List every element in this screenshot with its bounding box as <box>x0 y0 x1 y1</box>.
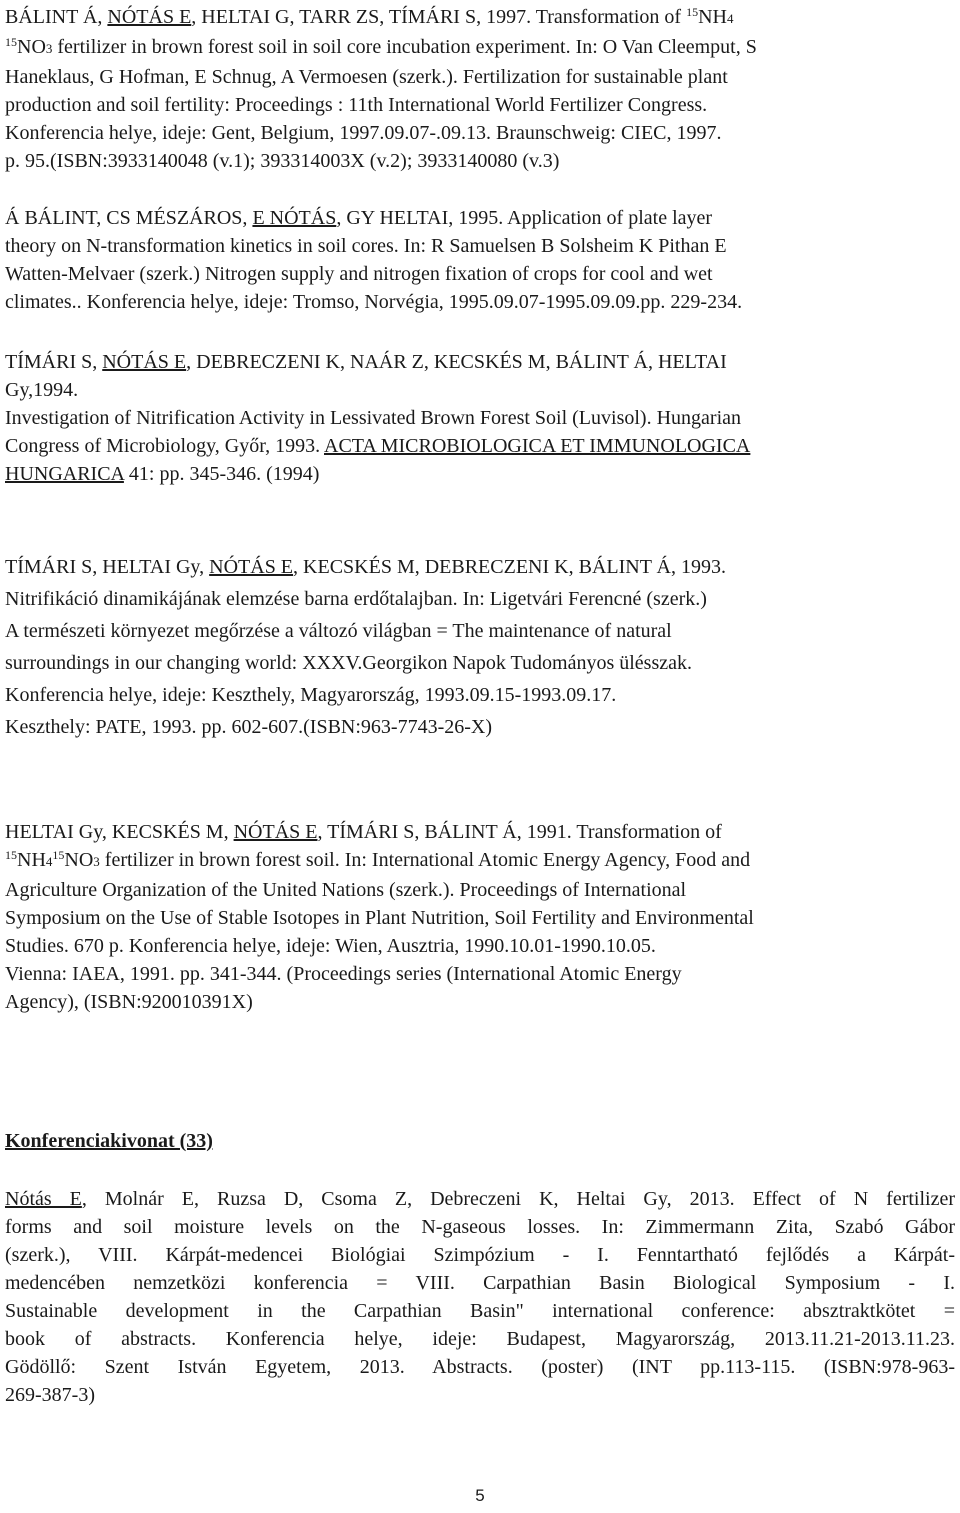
reference-line: Studies. 670 p. Konferencia helye, ideje: Wien, Ausztria, 1990.10.01-1990.10.05. <box>5 935 656 957</box>
underlined-text: NÓTÁS E <box>102 351 187 373</box>
reference-line: Konferencia helye, ideje: Keszthely, Magyarország, 1993.09.15-1993.09.17. <box>5 684 617 706</box>
underlined-text: NÓTÁS E <box>209 556 294 578</box>
subscript: 3 <box>45 41 53 56</box>
reference-line: Investigation of Nitrification Activity in Lessivated Brown Forest Soil (Luvisol). Hungarian <box>5 407 741 429</box>
reference-line: Watten-Melvaer (szerk.) Nitrogen supply and nitrogen fixation of crops for cool and wet <box>5 263 713 285</box>
underlined-text: NÓTÁS E <box>233 821 318 843</box>
page-number: 5 <box>475 1486 485 1505</box>
reference-line: Symposium on the Use of Stable Isotopes in Plant Nutrition, Soil Fertility and Environmental <box>5 907 754 929</box>
reference-line: TÍMÁRI S, HELTAI Gy, NÓTÁS E, KECSKÉS M, DEBRECZENI K, BÁLINT Á, 1993. <box>5 556 726 578</box>
reference-line: Haneklaus, G Hofman, E Schnug, A Vermoesen (szerk.). Fertilization for sustainable plant <box>5 66 728 88</box>
reference-line: Congress of Microbiology, Győr, 1993. ACTA MICROBIOLOGICA ET IMMUNOLOGICA <box>5 435 751 457</box>
reference-entry-3 <box>5 348 955 488</box>
reference-line: Gy,1994. <box>5 379 79 401</box>
reference-line: medencében nemzetközi konferencia = VIII. Carpathian Basin Biological Symposium - I. <box>5 1272 955 1294</box>
reference-entry-6 <box>5 1185 955 1409</box>
reference-line: HUNGARICA 41: pp. 345-346. (1994) <box>5 463 320 485</box>
reference-line: HELTAI Gy, KECSKÉS M, NÓTÁS E, TÍMÁRI S, BÁLINT Á, 1991. Transformation of <box>5 821 722 843</box>
reference-line: Konferencia helye, ideje: Gent, Belgium, 1997.09.07-.09.13. Braunschweig: CIEC, 1997. <box>5 122 722 144</box>
superscript: 15 <box>5 35 17 49</box>
reference-line: climates.. Konferencia helye, ideje: Tromso, Norvégia, 1995.09.07-1995.09.09.pp. 229-234. <box>5 291 743 313</box>
subscript: 4 <box>45 854 53 869</box>
subscript: 4 <box>726 11 734 26</box>
underlined-text: Nótás E <box>5 1188 82 1210</box>
reference-line: Keszthely: PATE, 1993. pp. 602-607.(ISBN:963-7743-26-X) <box>5 716 493 738</box>
reference-line: Agency), (ISBN:920010391X) <box>5 991 253 1013</box>
reference-line: $^{15}NH4^{15}NO3$ fertilizer in brown forest soil. In: International Atomic Energy Agency, Food and <box>5 848 751 871</box>
superscript: 15 <box>52 848 65 862</box>
underlined-text: ACTA MICROBIOLOGICA ET IMMUNOLOGICA <box>324 435 751 457</box>
reference-line: production and soil fertility: Proceedings : 11th International World Fertilizer Congress. <box>5 94 708 116</box>
reference-line: p. 95.(ISBN:3933140048 (v.1); 393314003X (v.2); 3933140080 (v.3) <box>5 150 560 172</box>
reference-line: theory on N-transformation kinetics in soil cores. In: R Samuelsen B Solsheim K Pithan E <box>5 235 727 257</box>
reference-line: Vienna: IAEA, 1991. pp. 341-344. (Proceedings series (International Atomic Energy <box>5 963 682 985</box>
reference-line: Gödöllő: Szent István Egyetem, 2013. Abstracts. (poster) (INT pp.113-115. (ISBN:978-963- <box>5 1356 955 1378</box>
underlined-text: E NÓTÁS <box>252 207 337 229</box>
reference-line: Nitrifikáció dinamikájának elemzése barna erdőtalajban. In: Ligetvári Ferencné (szerk.) <box>5 588 707 610</box>
reference-line: book of abstracts. Konferencia helye, ideje: Budapest, Magyarország, 2013.11.21-2013.11.23. <box>5 1328 955 1350</box>
superscript: 15 <box>686 5 699 19</box>
reference-line: TÍMÁRI S, NÓTÁS E, DEBRECZENI K, NAÁR Z, KECSKÉS M, BÁLINT Á, HELTAI <box>5 351 727 373</box>
reference-entry-1 <box>5 3 955 175</box>
reference-line: $^{15}$NO3 fertilizer in brown forest soil in soil core incubation experiment. In: O Van Cleemput, S <box>5 35 757 58</box>
superscript: 15 <box>5 848 17 862</box>
reference-line: surroundings in our changing world: XXXV.Georgikon Napok Tudományos ülésszak. <box>5 652 693 674</box>
reference-line: Sustainable development in the Carpathian Basin" international conference: absztraktkötet = <box>5 1300 955 1322</box>
reference-line: BÁLINT Á, NÓTÁS E, HELTAI G, TARR ZS, TÍMÁRI S, 1997. Transformation of $^{15}$NH4 <box>5 5 734 28</box>
reference-line: Á BÁLINT, CS MÉSZÁROS, E NÓTÁS, GY HELTAI, 1995. Application of plate layer <box>5 207 713 229</box>
subscript: 3 <box>93 854 100 869</box>
underlined-text: NÓTÁS E <box>107 6 192 28</box>
underlined-text: HUNGARICA <box>5 463 124 485</box>
reference-entry-5 <box>5 818 955 1016</box>
reference-line: forms and soil moisture levels on the N-gaseous losses. In: Zimmermann Zita, Szabó Gábor <box>5 1216 955 1238</box>
reference-line: (szerk.), VIII. Kárpát-medencei Biológiai Szimpózium - I. Fenntartható fejlődés a Kárpát- <box>5 1244 955 1266</box>
section-heading: Konferenciakivonat (33) <box>5 1130 213 1152</box>
reference-line: A természeti környezet megőrzése a változó világban = The maintenance of natural <box>5 620 672 642</box>
reference-entry-2 <box>5 204 955 316</box>
reference-line: Agriculture Organization of the United Nations (szerk.). Proceedings of International <box>5 879 687 901</box>
reference-line: 269-387-3) <box>5 1384 95 1406</box>
reference-entry-4 <box>5 551 955 743</box>
reference-line: Nótás E, Molnár E, Ruzsa D, Csoma Z, Debreczeni K, Heltai Gy, 2013. Effect of N fertilizer <box>5 1188 955 1210</box>
